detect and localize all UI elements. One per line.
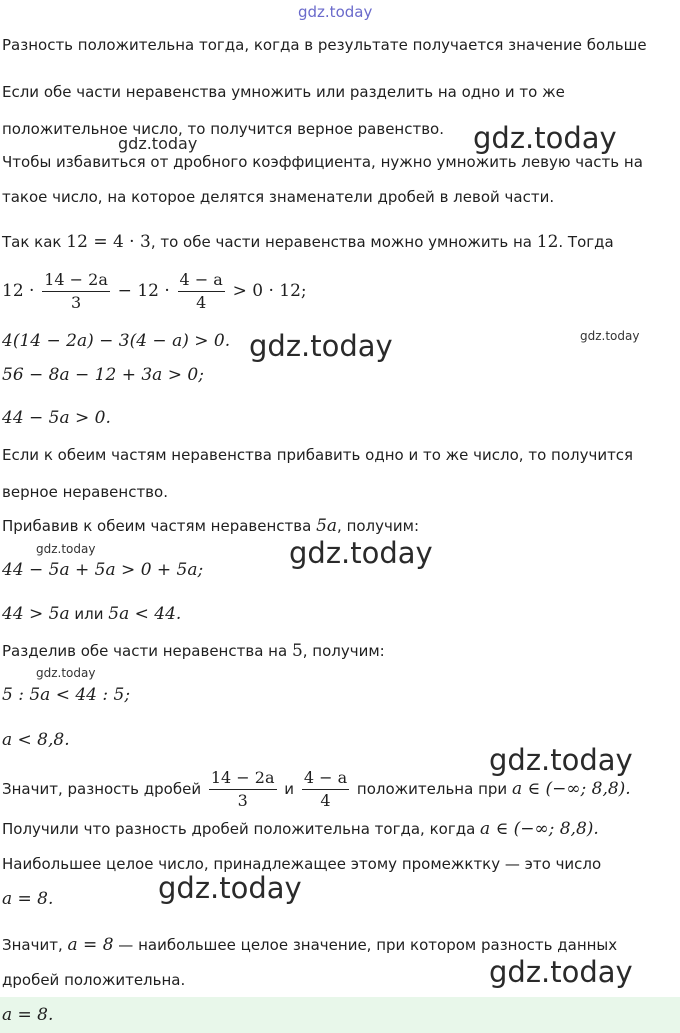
answer-value: a = 8. [2, 1005, 54, 1025]
watermark: gdz.today [249, 329, 393, 363]
watermark: gdz.today [473, 121, 617, 155]
text-line [2, 819, 599, 839]
text: Так как [2, 233, 62, 251]
math: 12 · [2, 281, 35, 301]
text-line: Чтобы избавиться от дробного коэффициента, нужно умножить левую часть на [2, 153, 643, 171]
numerator: 14 − 2a [42, 269, 110, 292]
text-line: Если к обеим частям неравенства прибавить одно и то же число, то получится [2, 446, 634, 464]
math: − 12 · [117, 281, 170, 301]
text-line [2, 604, 181, 624]
text: Разделив обе части неравенства на [2, 642, 288, 660]
text: Прибавив к обеим частям неравенства [2, 517, 312, 535]
numerator: 4 − a [178, 269, 225, 292]
denominator: 3 [237, 791, 248, 810]
formula-line: 4(14 − 2a) − 3(4 − a) > 0. [2, 331, 231, 351]
fraction [209, 767, 277, 812]
math: 5 [291, 641, 303, 661]
denominator: 3 [70, 293, 82, 312]
formula-line: 5 : 5a < 44 : 5; [2, 685, 131, 705]
numerator: 14 − 2a [209, 767, 277, 790]
text-line [2, 516, 419, 536]
math: > 0 · 12; [232, 281, 307, 301]
text-line: Наибольшее целое число, принадлежащее этому промежктку — это число [2, 855, 602, 873]
math: a = 8 [67, 935, 114, 955]
text: или [69, 605, 109, 623]
math: 12 [536, 232, 559, 252]
text: . Тогда [558, 233, 614, 251]
text: положительна при [356, 780, 508, 798]
text-line [2, 935, 617, 955]
fraction [42, 269, 110, 314]
formula-line: 44 − 5a + 5a > 0 + 5a; [2, 560, 204, 580]
watermark: gdz.today [289, 536, 433, 570]
math: 12 = 4 · 3 [66, 232, 151, 252]
math: 5a < 44. [108, 604, 182, 624]
text: , получим: [337, 517, 419, 535]
answer-box [0, 997, 680, 1033]
text-line: положительное число, то получится верное равенство. [2, 120, 444, 138]
text-line [2, 641, 385, 661]
text-line: дробей положительна. [2, 971, 186, 989]
formula-line: 56 − 8a − 12 + 3a > 0; [2, 365, 204, 385]
fraction [302, 767, 349, 812]
text: — наибольшее целое значение, при котором разность данных [113, 936, 618, 954]
watermark-top: gdz.today [298, 3, 373, 21]
watermark: gdz.today [118, 134, 198, 153]
math: 44 > 5a [2, 604, 70, 624]
watermark: gdz.today [158, 871, 302, 905]
text-line [2, 232, 614, 252]
text: , то обе части неравенства можно умножить на [150, 233, 532, 251]
formula-line [2, 262, 307, 320]
text-line: Разность положительна тогда, когда в результате получается значение больше [2, 36, 647, 54]
text-line: такое число, на которое делятся знаменатели дробей в левой части. [2, 188, 555, 206]
text: , получим: [302, 642, 385, 660]
math: 5a [316, 516, 338, 536]
numerator: 4 − a [302, 767, 349, 790]
text: и [284, 780, 295, 798]
formula-line: 44 − 5a > 0. [2, 408, 111, 428]
watermark: gdz.today [36, 666, 96, 680]
text: Получили что разность дробей положительна тогда, когда [2, 820, 476, 838]
text-line: Если обе части неравенства умножить или разделить на одно и то же [2, 83, 565, 101]
watermark: gdz.today [580, 329, 640, 343]
watermark: gdz.today [36, 542, 96, 556]
text: Значит, разность дробей [2, 780, 202, 798]
watermark: gdz.today [489, 743, 633, 777]
math: a ∈ (−∞; 8,8). [480, 819, 599, 839]
denominator: 4 [196, 293, 207, 312]
text-line: верное неравенство. [2, 483, 168, 501]
denominator: 4 [320, 791, 331, 810]
math: a ∈ (−∞; 8,8). [511, 779, 631, 799]
formula-line: a < 8,8. [2, 730, 70, 750]
text: Значит, [2, 936, 63, 954]
watermark: gdz.today [489, 955, 633, 989]
fraction [178, 269, 225, 314]
formula-line: a = 8. [2, 889, 54, 909]
